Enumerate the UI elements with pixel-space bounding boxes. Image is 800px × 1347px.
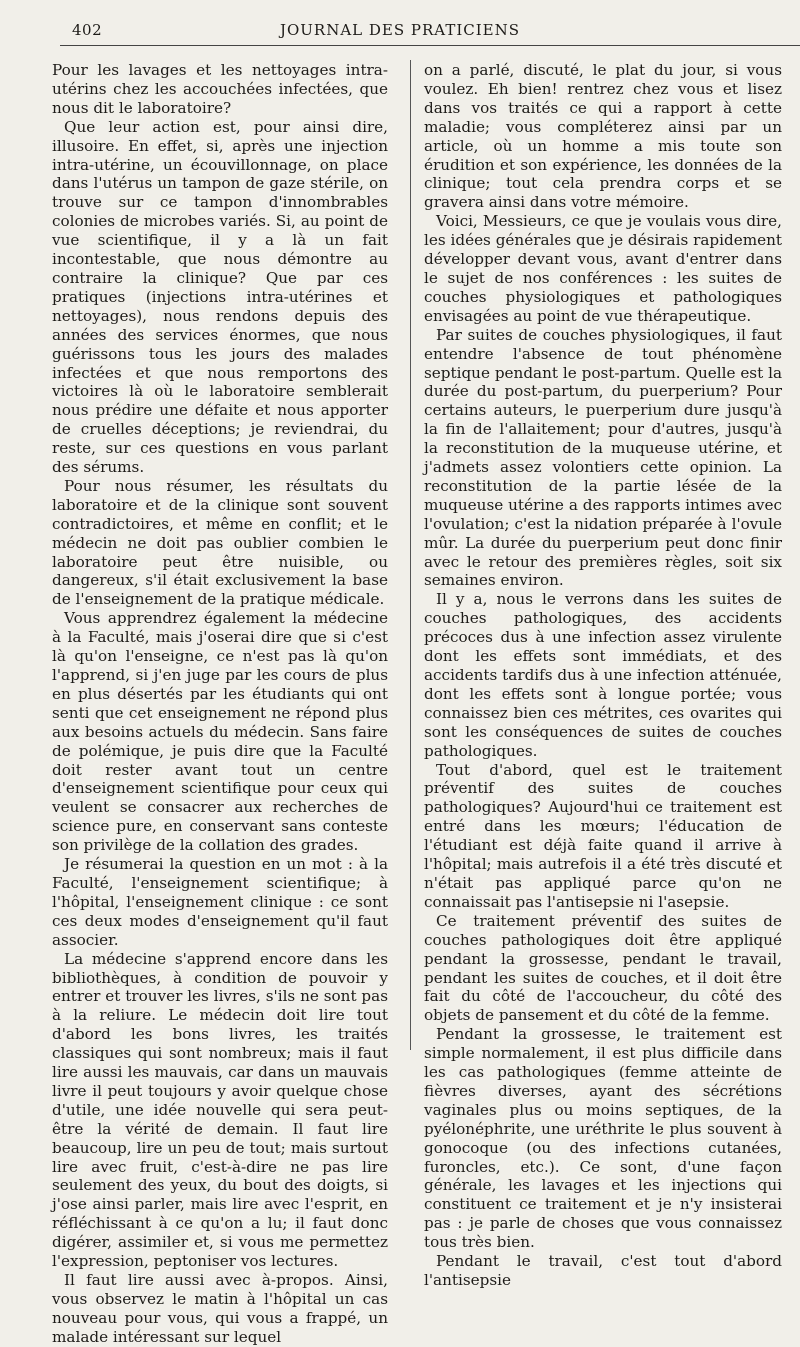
column-divider [410,60,411,1050]
paragraph: Par suites de couches physiologiques, il faut entendre l'absence de tout phénomène septique pendant le post-partum. Quelle est la durée du post-partum, du puerperium? Pour certains auteurs, le puerperium dure jusqu'à la fin de l'allaitement; pour d'autres, jusqu'à la reconstitution de la muqueuse utérine, et j'admets assez volontiers cette opinion. La reconstitution de la partie lésée de la muqueuse utérine a des rapports intimes avec l'ovulation; c'est la nidation préparée à l'ovule mûr. La durée du puerperium peut donc finir avec le retour des premières règles, soit six semaines environ. [424,325,782,590]
paragraph: Voici, Messieurs, ce que je voulais vous dire, les idées générales que je désirais rapidement développer devant vous, avant d'entrer dans le sujet de nos conférences : les suites de couches physiologiques et pathologiques envisagées au point de vue thérapeutique. [424,212,782,325]
paragraph: Pendant la grossesse, le traitement est simple normalement, il est plus difficile dans les cas pathologiques (femme atteinte de fièvres diverses, ayant des sécrétions vaginales plus ou moins septiques, de la pyélonéphrite, une uréthrite le plus souvent à gonocoque (ou des infections cutanées, furoncles, etc.). Ce sont, d'une façon générale, les lavages et les injections qui constituent ce traitement et je n'y insisterai pas : je parle de choses que vous connaissez tous très bien. [424,1025,782,1252]
paragraph: Pendant le travail, c'est tout d'abord l'antisepsie [424,1252,782,1289]
paragraph: Il y a, nous le verrons dans les suites de couches pathologiques, des accidents précoces dus à une infection assez virulente dont les effets sont immédiats, et des accidents tardifs dus à une infection atténuée, dont les effets sont à longue portée; vous connaissez bien ces métrites, ces ovarites qui sont les conséquences de suites de couches pathologiques. [424,590,782,760]
header-rule [60,45,800,46]
paragraph: Vous apprendrez également la médecine à la Faculté, mais j'oserai dire que si c'est là qu'on l'enseigne, ce n'est pas là qu'on l'apprend, si j'en juge par les cours de plus en plus désertés par les étudiants qui ont senti que cet enseignement ne répond plus aux besoins actuels du médecin. Sans faire de polémique, je puis dire que la Faculté doit rester avant tout un centre d'enseignement scientifique pour ceux qui veulent se consacrer aux recherches de science pure, en conservant sans conteste son privilège de la collation des grades. [52,609,388,855]
right-column [424,61,782,1290]
paragraph: Pour nous résumer, les résultats du laboratoire et de la clinique sont souvent contradictoires, et même en conflit; et le médecin ne doit pas oublier combien le laboratoire peut être nuisible, ou dangereux, s'il était exclusivement la base de l'enseignement de la pratique médicale. [52,476,388,609]
page-number: 402 [72,21,103,39]
paragraph: La médecine s'apprend encore dans les bibliothèques, à condition de pouvoir y entrer et trouver les livres, s'ils ne sont pas à la reliure. Le médecin doit lire tout d'abord les bons livres, les traités classiques qui sont nombreux; mais il faut lire aussi les mauvais, car dans un mauvais livre il peut toujours y avoir quelque chose d'utile, une idée nouvelle qui sera peut-être la vérité de demain. Il faut lire beaucoup, lire un peu de tout; mais surtout lire avec fruit, c'est-à-dire ne pas lire seulement des yeux, du bout des doigts, si j'ose ainsi parler, mais lire avec l'esprit, en réfléchissant à ce qu'on a lu; il faut donc digérer, assimiler et, si vous me permettez l'expression, peptoniser vos lectures. [52,949,388,1271]
paragraph: Il faut lire aussi avec à-propos. Ainsi, vous observez le matin à l'hôpital un cas nouveau pour vous, qui vous a frappé, un malade intéressant sur lequel [52,1271,388,1346]
running-title: JOURNAL DES PRATICIENS [279,21,521,39]
page-header [0,0,800,44]
paragraph: Ce traitement préventif des suites de couches pathologiques doit être appliqué pendant la grossesse, pendant le travail, pendant les suites de couches, et il doit être fait du côté de l'accoucheur, du côté des objets de pansement et du côté de la femme. [424,911,782,1025]
left-column [52,61,388,1347]
paragraph: Que leur action est, pour ainsi dire, illusoire. En effet, si, après une injection intra-utérine, un écouvillonnage, on place dans l'utérus un tampon de gaze stérile, on trouve sur ce tampon d'innombrables colonies de microbes variés. Si, au point de vue scientifique, il y a là un fait incontestable, que nous démontre au contraire la clinique? Que par ces pratiques (injections intra-utérines et nettoyages), nous rendons depuis des années des services énormes, que nous guérissons tous les jours des malades infectées et que nous remportons des victoires là où le laboratoire semblerait nous prédire une défaite et nous apporter de cruelles déceptions; je reviendrai, du reste, sur ces questions en vous parlant des sérums. [52,117,388,477]
paragraph: Je résumerai la question en un mot : à la Faculté, l'enseignement scientifique; à l'hôpital, l'enseignement clinique : ce sont ces deux modes d'enseignement qu'il faut associer. [52,855,388,949]
paragraph: Tout d'abord, quel est le traitement préventif des suites de couches pathologiques? Aujourd'hui ce traitement est entré dans les mœurs; l'éducation de l'étudiant est déjà faite quand il arrive à l'hôpital; mais autrefois il a été très discuté et n'était pas appliqué parce qu'on ne connaissait pas l'antisepsie ni l'asepsie. [424,760,782,911]
paragraph: on a parlé, discuté, le plat du jour, si vous voulez. Eh bien! rentrez chez vous et lisez dans vos traités ce qui a rapport à cette maladie; vous compléterez ainsi par un article, où un homme a mis toute son érudition et son expérience, les données de la clinique; tout cela prendra corps et se gravera ainsi dans votre mémoire. [424,61,782,212]
paragraph: Pour les lavages et les nettoyages intra-utérins chez les accouchées infectées, que nous dit le laboratoire? [52,61,388,117]
